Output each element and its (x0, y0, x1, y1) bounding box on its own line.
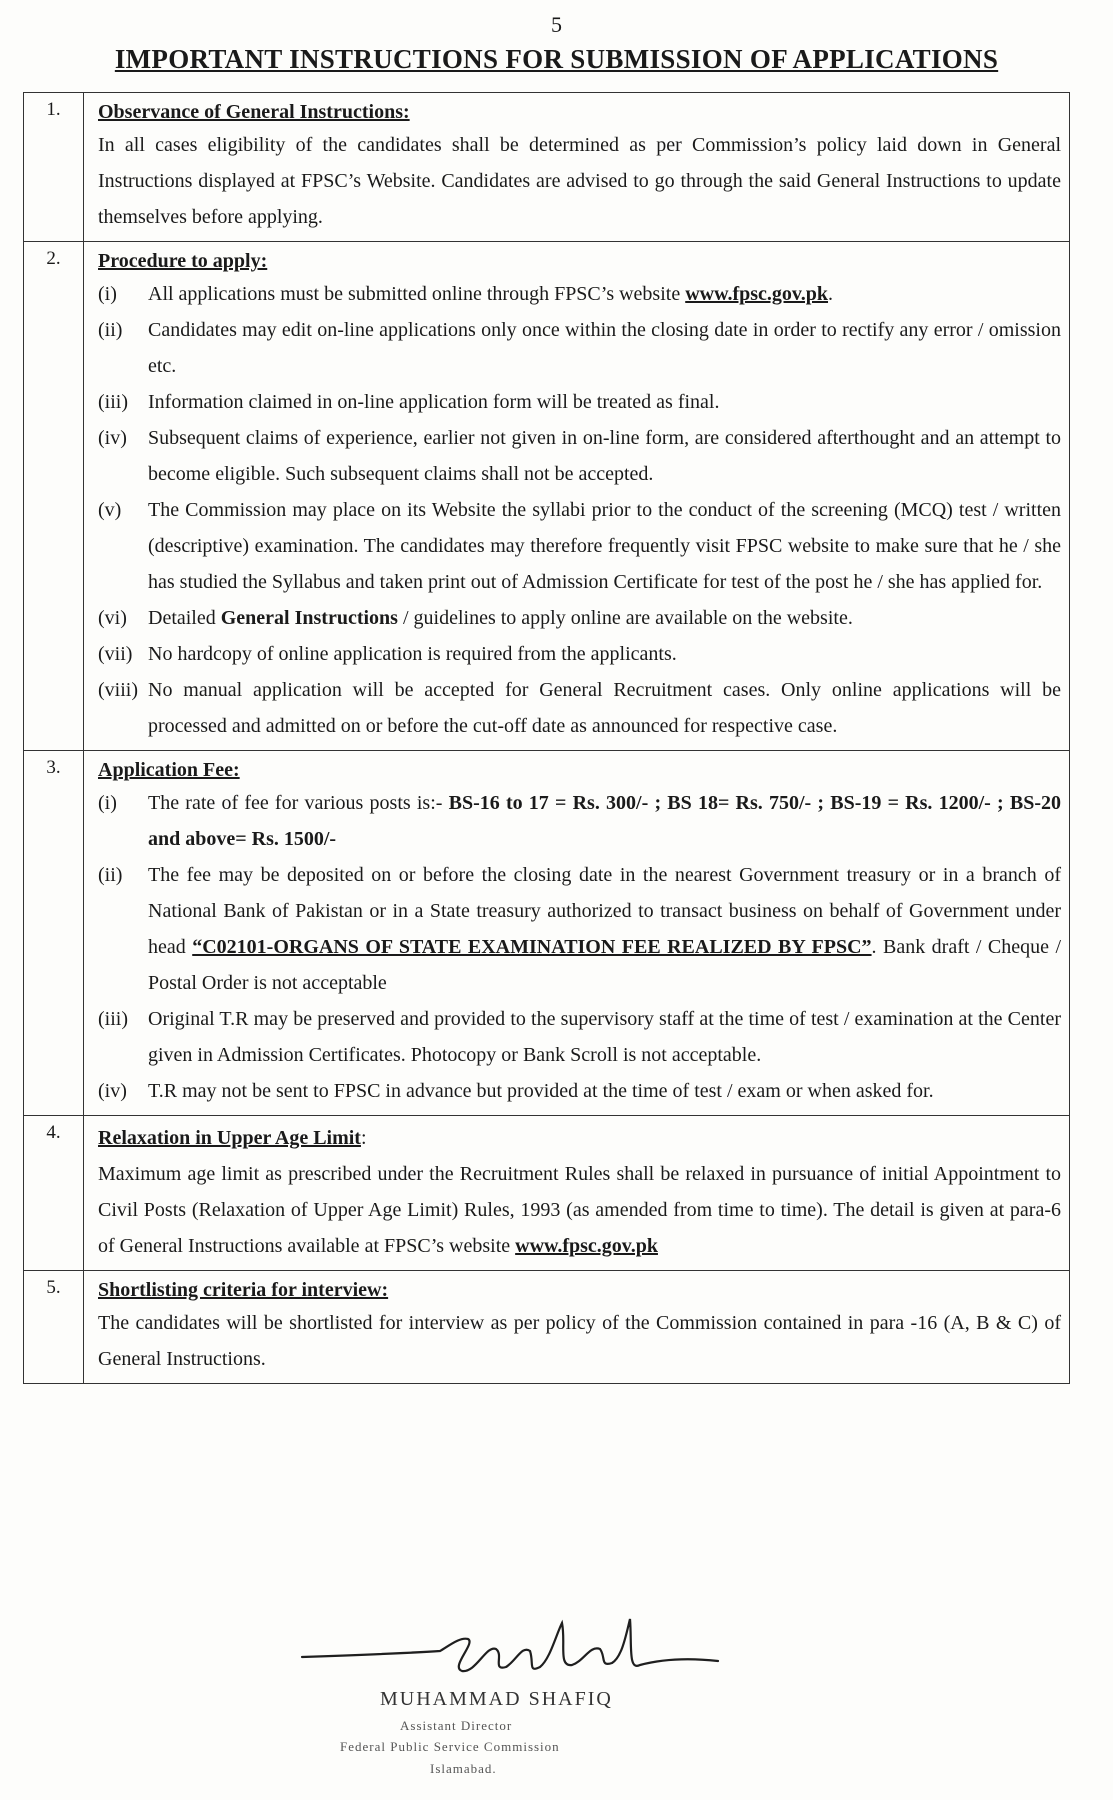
item-text: The Commission may place on its Website the syllabi prior to the conduct of the screening (MCQ) test / written (descriptive) examination. The candidates may therefore frequently visit FPSC website to make sure that he / she has studied the Syllabus and taken print out of Admission Certificate for test of the post he / she has applied for. (148, 499, 1061, 593)
section-row (24, 1271, 1070, 1384)
signatory-organization: Federal Public Service Commission (340, 1739, 560, 1754)
page-number: 5 (551, 12, 562, 37)
list-item (98, 600, 1061, 636)
item-label: (vi) (98, 607, 127, 629)
page-title: IMPORTANT INSTRUCTIONS FOR SUBMISSION OF APPLICATIONS (114, 44, 999, 74)
item-label: (iv) (98, 427, 127, 449)
fee-head-code: “C02101-ORGANS OF STATE EXAMINATION FEE REALIZED BY FPSC” (192, 936, 872, 958)
section-title: Shortlisting criteria for interview: (98, 1279, 389, 1301)
section-title-line (98, 1120, 1061, 1156)
item-label: (iii) (98, 391, 128, 413)
item-text-bold: General Instructions (220, 607, 398, 629)
item-text-part: The rate of fee for various posts is:- (148, 792, 449, 814)
item-text-part: . Bank draft / Cheque / Postal Order is not acceptable (148, 936, 1061, 994)
instructions-table (23, 92, 1070, 1384)
item-text: No manual application will be accepted for General Recruitment cases. Only online applications will be processed and admitted on or before the cut-off date as announced for respective case. (148, 679, 1061, 737)
section-body (84, 242, 1070, 751)
item-text (148, 785, 1061, 857)
list-item (98, 1001, 1061, 1073)
section-text (98, 1156, 1061, 1264)
section-number: 3. (24, 751, 84, 1116)
item-text: Original T.R may be preserved and provided to the supervisory staff at the time of test / examination at the Center given in Admission Certificates. Photocopy or Bank Scroll is not acceptable. (148, 1008, 1061, 1066)
list-item (98, 672, 1061, 744)
item-text: Candidates may edit on-line applications only once within the closing date in order to rectify any error / omission etc. (148, 319, 1061, 377)
item-label: (v) (98, 499, 122, 521)
item-label: (i) (98, 283, 117, 305)
list-item (98, 276, 1061, 312)
list-item (98, 785, 1061, 857)
section-row (24, 93, 1070, 242)
signatory-city: Islamabad. (430, 1761, 497, 1776)
title-suffix: : (360, 1127, 367, 1149)
item-label: (ii) (98, 319, 123, 341)
section-number: 5. (24, 1271, 84, 1384)
section-body (84, 1116, 1070, 1271)
section-row (24, 1116, 1070, 1271)
section-title: Procedure to apply: (98, 250, 268, 272)
item-label: (i) (98, 792, 117, 814)
item-text-part: Detailed (148, 607, 221, 629)
list-item (98, 312, 1061, 384)
section-title: Observance of General Instructions: (98, 101, 410, 123)
signature-block (290, 1615, 730, 1800)
item-label: (viii) (98, 679, 138, 701)
list-item (98, 492, 1061, 600)
list-item (98, 636, 1061, 672)
section-title: Application Fee: (98, 759, 240, 781)
handwritten-signature (300, 1615, 720, 1695)
list-item (98, 857, 1061, 1001)
signatory-name: MUHAMMAD SHAFIQ (380, 1688, 613, 1710)
item-label: (vii) (98, 643, 133, 665)
list-item (98, 1073, 1061, 1109)
item-label: (iv) (98, 1080, 127, 1102)
item-text: No hardcopy of online application is required from the applicants. (148, 643, 677, 665)
section-text: The candidates will be shortlisted for interview as per policy of the Commission contained in para -16 (A, B & C) of General Instructions. (98, 1312, 1061, 1370)
item-text: Subsequent claims of experience, earlier not given in on-line form, are considered afterthought and an attempt to become eligible. Such subsequent claims shall not be accepted. (148, 427, 1061, 485)
item-text-part: All applications must be submitted online through FPSC’s website (148, 283, 686, 305)
section-row (24, 751, 1070, 1116)
section-number: 1. (24, 93, 84, 242)
fee-rates: BS-16 to 17 = Rs. 300/- ; BS 18= Rs. 750/- ; BS-19 = Rs. 1200/- ; BS-20 and above= Rs. 1500/- (148, 792, 1062, 850)
signatory-designation: Assistant Director (400, 1718, 513, 1733)
section-title: Relaxation in Upper Age Limit (98, 1127, 361, 1149)
item-text (148, 857, 1061, 1001)
item-text-part: The fee may be deposited on or before the closing date in the nearest Government treasury or in a branch of National Bank of Pakistan or in a State treasury authorized to transact business on behalf of Government under head (148, 864, 1061, 958)
section-number: 4. (24, 1116, 84, 1271)
section-row (24, 242, 1070, 751)
section-body (84, 751, 1070, 1116)
item-text (148, 600, 1061, 636)
section-text: In all cases eligibility of the candidates shall be determined as per Commission’s policy laid down in General Instructions displayed at FPSC’s Website. Candidates are advised to go through the said General Instructions to update themselves before applying. (98, 134, 1061, 228)
section-text-part: Maximum age limit as prescribed under the Recruitment Rules shall be relaxed in pursuance of initial Appointment to Civil Posts (Relaxation of Upper Age Limit) Rules, 1993 (as amended from time to time). The detail is given at para-6 of General Instructions available at FPSC’s website (98, 1163, 1061, 1257)
section-body (84, 1271, 1070, 1384)
item-text-part: . (828, 283, 834, 305)
item-label: (ii) (98, 864, 123, 886)
list-item (98, 420, 1061, 492)
fpsc-website-link[interactable]: www.fpsc.gov.pk (515, 1235, 658, 1257)
item-text-part: / guidelines to apply online are available on the website. (397, 607, 853, 629)
item-text: Information claimed in on-line application form will be treated as final. (148, 391, 720, 413)
section-number: 2. (24, 242, 84, 751)
item-text (148, 276, 1061, 312)
fpsc-website-link[interactable]: www.fpsc.gov.pk (685, 283, 829, 305)
item-text: T.R may not be sent to FPSC in advance but provided at the time of test / exam or when asked for. (148, 1080, 934, 1102)
item-label: (iii) (98, 1008, 128, 1030)
section-body (84, 93, 1070, 242)
list-item (98, 384, 1061, 420)
